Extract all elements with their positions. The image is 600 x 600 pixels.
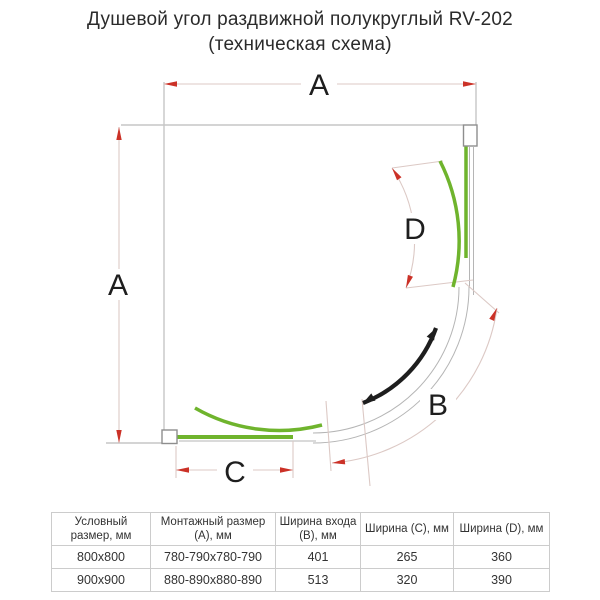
extension-line-b-bottom <box>326 401 331 471</box>
size-spec-table <box>51 512 550 592</box>
extension-line-b-top <box>465 283 499 313</box>
dimension-label-a-left: A <box>107 269 129 302</box>
table-row <box>52 546 550 569</box>
construction-line-entrance <box>362 399 370 486</box>
header-cell: Ширина (D), мм <box>454 513 550 546</box>
dimension-label-d: D <box>404 213 426 246</box>
data-cell: 265 <box>361 546 454 569</box>
dimension-arc-b <box>332 308 497 463</box>
data-cell: 800х800 <box>52 546 151 569</box>
page-title-line1: Душевой угол раздвижной полукруглый RV-202 <box>87 9 513 30</box>
table-header-row <box>52 513 550 546</box>
dimension-label-a-top: A <box>308 69 330 102</box>
sliding-door-bottom <box>195 408 322 430</box>
data-cell: 360 <box>454 546 550 569</box>
dimension-arrow-icon <box>116 127 121 140</box>
page-title-line2: (техническая схема) <box>208 34 392 56</box>
header-cell: Ширина (C), мм <box>361 513 454 546</box>
dimension-arrow-icon <box>164 81 177 86</box>
dimension-arrow-icon <box>116 430 121 443</box>
slide-arrowhead-icon <box>427 326 440 341</box>
dimension-label-c: C <box>224 456 246 489</box>
slide-arrowhead-icon <box>361 393 376 406</box>
data-cell: 880-890х880-890 <box>151 569 276 592</box>
leader-line-d-top <box>392 161 443 168</box>
sliding-door-right <box>440 161 459 287</box>
table-row <box>52 569 550 592</box>
data-cell: 780-790х780-790 <box>151 546 276 569</box>
header-cell: Монтажный размер (А), мм <box>151 513 276 546</box>
dimension-arrow-icon <box>463 81 476 86</box>
wall-bracket-top-right <box>464 125 478 146</box>
leader-line-d-bottom <box>406 280 473 288</box>
data-cell: 401 <box>276 546 361 569</box>
header-cell: Ширина входа (B), мм <box>276 513 361 546</box>
dimension-label-b: B <box>427 389 449 422</box>
data-cell: 390 <box>454 569 550 592</box>
wall-bracket-bottom-left <box>162 430 177 444</box>
data-cell: 320 <box>361 569 454 592</box>
dimension-arrow-icon <box>390 166 402 180</box>
dimension-arrow-icon <box>280 467 293 472</box>
data-cell: 513 <box>276 569 361 592</box>
data-cell: 900х900 <box>52 569 151 592</box>
dimension-arrow-icon <box>176 467 189 472</box>
header-cell: Условный размер, мм <box>52 513 151 546</box>
